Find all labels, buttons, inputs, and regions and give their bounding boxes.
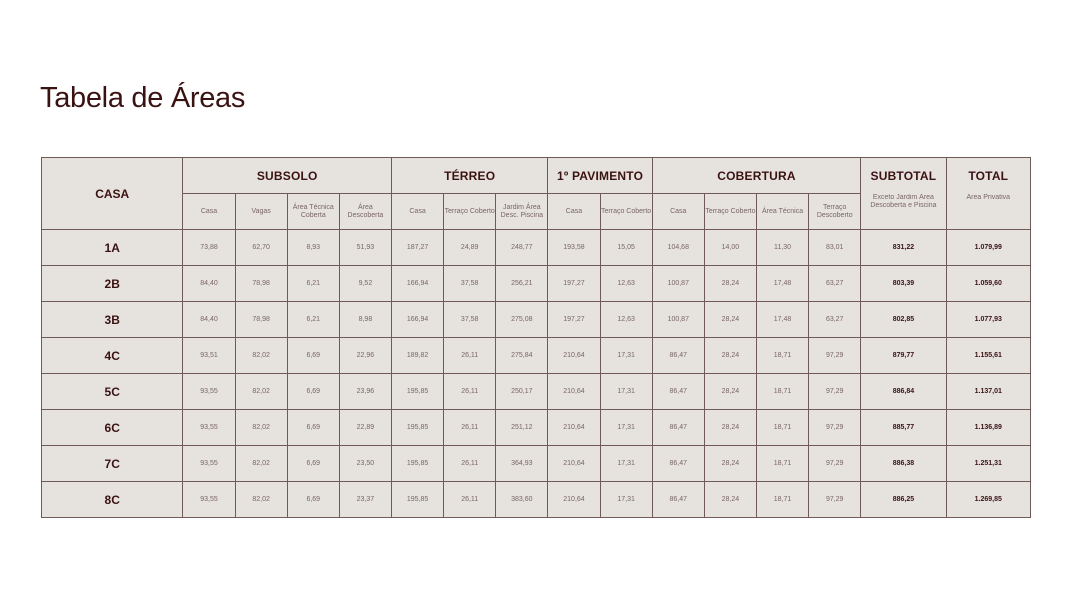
header-subsolo: SUBSOLO xyxy=(183,158,392,194)
table-row xyxy=(42,410,1031,446)
total-cell: 1.155,61 xyxy=(946,338,1030,374)
subtotal-cell: 831,22 xyxy=(861,230,946,266)
subheader-subsolo-area-tecnica-coberta: Área Técnica Coberta xyxy=(287,194,339,230)
header-cobertura: COBERTURA xyxy=(652,158,861,194)
table-cell: 82,02 xyxy=(235,410,287,446)
row-label: 1A xyxy=(42,230,183,266)
row-label: 7C xyxy=(42,446,183,482)
table-cell: 248,77 xyxy=(496,230,548,266)
table-cell: 6,69 xyxy=(287,482,339,518)
table-cell: 12,63 xyxy=(600,266,652,302)
subheader-cobertura-area-tecnica: Área Técnica xyxy=(756,194,808,230)
table-cell: 364,93 xyxy=(496,446,548,482)
table-cell: 26,11 xyxy=(444,410,496,446)
table-cell: 82,02 xyxy=(235,482,287,518)
table-cell: 23,96 xyxy=(339,374,391,410)
table-cell: 82,02 xyxy=(235,446,287,482)
table-cell: 210,64 xyxy=(548,374,600,410)
subheader-cobertura-terraco-descoberto: Terraço Descoberto xyxy=(809,194,861,230)
table-cell: 23,50 xyxy=(339,446,391,482)
table-cell: 86,47 xyxy=(652,374,704,410)
table-cell: 6,69 xyxy=(287,446,339,482)
table-row xyxy=(42,230,1031,266)
row-label: 6C xyxy=(42,410,183,446)
table-row xyxy=(42,446,1031,482)
table-cell: 97,29 xyxy=(809,338,861,374)
table-cell: 100,87 xyxy=(652,266,704,302)
table-cell: 210,64 xyxy=(548,482,600,518)
subtotal-cell: 885,77 xyxy=(861,410,946,446)
table-cell: 197,27 xyxy=(548,266,600,302)
header-casa: CASA xyxy=(42,158,183,230)
row-label: 3B xyxy=(42,302,183,338)
table-cell: 6,69 xyxy=(287,338,339,374)
table-cell: 195,85 xyxy=(391,482,443,518)
table-cell: 28,24 xyxy=(704,410,756,446)
table-cell: 84,40 xyxy=(183,302,235,338)
table-cell: 17,48 xyxy=(756,266,808,302)
page-title: Tabela de Áreas xyxy=(40,82,246,114)
table-cell: 82,02 xyxy=(235,374,287,410)
subheader-terreo-terraco-coberto: Terraço Coberto xyxy=(444,194,496,230)
table-cell: 187,27 xyxy=(391,230,443,266)
subtotal-cell: 886,25 xyxy=(861,482,946,518)
table-cell: 97,29 xyxy=(809,374,861,410)
table-cell: 93,55 xyxy=(183,482,235,518)
row-label: 5C xyxy=(42,374,183,410)
table-cell: 97,29 xyxy=(809,446,861,482)
table-cell: 73,88 xyxy=(183,230,235,266)
areas-table xyxy=(41,157,1031,518)
table-cell: 28,24 xyxy=(704,374,756,410)
table-cell: 24,89 xyxy=(444,230,496,266)
table-cell: 83,01 xyxy=(809,230,861,266)
table-cell: 18,71 xyxy=(756,482,808,518)
subheader-subsolo-area-descoberta: Área Descoberta xyxy=(339,194,391,230)
table-cell: 18,71 xyxy=(756,446,808,482)
table-cell: 86,47 xyxy=(652,446,704,482)
table-cell: 12,63 xyxy=(600,302,652,338)
table-row xyxy=(42,302,1031,338)
table-cell: 193,58 xyxy=(548,230,600,266)
row-label: 4C xyxy=(42,338,183,374)
subtotal-cell: 802,85 xyxy=(861,302,946,338)
table-cell: 6,69 xyxy=(287,374,339,410)
table-cell: 37,58 xyxy=(444,266,496,302)
table-cell: 197,27 xyxy=(548,302,600,338)
subtotal-cell: 879,77 xyxy=(861,338,946,374)
table-cell: 28,24 xyxy=(704,482,756,518)
table-cell: 37,58 xyxy=(444,302,496,338)
table-cell: 210,64 xyxy=(548,338,600,374)
table-cell: 26,11 xyxy=(444,374,496,410)
table-cell: 210,64 xyxy=(548,410,600,446)
table-cell: 62,70 xyxy=(235,230,287,266)
table-cell: 6,69 xyxy=(287,410,339,446)
table-cell: 166,94 xyxy=(391,302,443,338)
table-cell: 18,71 xyxy=(756,410,808,446)
table-cell: 93,55 xyxy=(183,374,235,410)
table-row xyxy=(42,374,1031,410)
table-cell: 189,82 xyxy=(391,338,443,374)
subheader-terreo-casa: Casa xyxy=(391,194,443,230)
table-cell: 28,24 xyxy=(704,338,756,374)
subheader-pavimento-casa: Casa xyxy=(548,194,600,230)
row-label: 2B xyxy=(42,266,183,302)
table-cell: 28,24 xyxy=(704,266,756,302)
table-cell: 6,21 xyxy=(287,302,339,338)
subtotal-cell: 886,84 xyxy=(861,374,946,410)
subtotal-cell: 803,39 xyxy=(861,266,946,302)
table-cell: 195,85 xyxy=(391,374,443,410)
table-cell: 93,55 xyxy=(183,446,235,482)
header-pavimento: 1º PAVIMENTO xyxy=(548,158,652,194)
table-cell: 383,60 xyxy=(496,482,548,518)
table-cell: 28,24 xyxy=(704,302,756,338)
subheader-subsolo-casa: Casa xyxy=(183,194,235,230)
table-cell: 17,31 xyxy=(600,482,652,518)
table-cell: 22,89 xyxy=(339,410,391,446)
total-cell: 1.136,89 xyxy=(946,410,1030,446)
table-cell: 86,47 xyxy=(652,338,704,374)
table-cell: 100,87 xyxy=(652,302,704,338)
table-cell: 63,27 xyxy=(809,266,861,302)
table-cell: 9,52 xyxy=(339,266,391,302)
row-label: 8C xyxy=(42,482,183,518)
table-cell: 15,05 xyxy=(600,230,652,266)
table-cell: 17,48 xyxy=(756,302,808,338)
table-cell: 195,85 xyxy=(391,446,443,482)
table-cell: 195,85 xyxy=(391,410,443,446)
table-cell: 26,11 xyxy=(444,446,496,482)
table-cell: 97,29 xyxy=(809,410,861,446)
table-cell: 23,37 xyxy=(339,482,391,518)
subtotal-note: Exceto Jardim Área Descoberta e Piscina xyxy=(861,194,946,230)
table-cell: 22,96 xyxy=(339,338,391,374)
table-cell: 275,08 xyxy=(496,302,548,338)
table-cell: 18,71 xyxy=(756,374,808,410)
table-cell: 6,21 xyxy=(287,266,339,302)
table-cell: 82,02 xyxy=(235,338,287,374)
total-cell: 1.269,85 xyxy=(946,482,1030,518)
table-cell: 93,51 xyxy=(183,338,235,374)
table-cell: 275,84 xyxy=(496,338,548,374)
subheader-cobertura-casa: Casa xyxy=(652,194,704,230)
subtotal-cell: 886,38 xyxy=(861,446,946,482)
table-cell: 63,27 xyxy=(809,302,861,338)
table-cell: 51,93 xyxy=(339,230,391,266)
table-cell: 256,21 xyxy=(496,266,548,302)
table-row xyxy=(42,338,1031,374)
table-cell: 11,30 xyxy=(756,230,808,266)
table-cell: 78,98 xyxy=(235,302,287,338)
table-cell: 17,31 xyxy=(600,446,652,482)
table-cell: 26,11 xyxy=(444,338,496,374)
table-cell: 8,93 xyxy=(287,230,339,266)
total-cell: 1.079,99 xyxy=(946,230,1030,266)
table-cell: 78,98 xyxy=(235,266,287,302)
total-note: Área Privativa xyxy=(946,194,1030,230)
table-cell: 26,11 xyxy=(444,482,496,518)
header-total: TOTAL xyxy=(946,158,1030,194)
table-cell: 86,47 xyxy=(652,482,704,518)
subheader-cobertura-terraco-coberto: Terraço Coberto xyxy=(704,194,756,230)
subheader-terreo-jardim: Jardim Área Desc. Piscina xyxy=(496,194,548,230)
table-cell: 166,94 xyxy=(391,266,443,302)
table-cell: 18,71 xyxy=(756,338,808,374)
table-row xyxy=(42,266,1031,302)
table-row xyxy=(42,482,1031,518)
total-cell: 1.059,60 xyxy=(946,266,1030,302)
total-cell: 1.137,01 xyxy=(946,374,1030,410)
header-subtotal: SUBTOTAL xyxy=(861,158,946,194)
table-cell: 28,24 xyxy=(704,446,756,482)
table-cell: 251,12 xyxy=(496,410,548,446)
table-cell: 8,98 xyxy=(339,302,391,338)
subheader-subsolo-vagas: Vagas xyxy=(235,194,287,230)
table-cell: 97,29 xyxy=(809,482,861,518)
table-cell: 17,31 xyxy=(600,338,652,374)
table-cell: 104,68 xyxy=(652,230,704,266)
table-cell: 84,40 xyxy=(183,266,235,302)
header-terreo: TÉRREO xyxy=(391,158,547,194)
table-cell: 86,47 xyxy=(652,410,704,446)
table-cell: 17,31 xyxy=(600,374,652,410)
subheader-pavimento-terraco-coberto: Terraço Coberto xyxy=(600,194,652,230)
table-cell: 17,31 xyxy=(600,410,652,446)
table-cell: 250,17 xyxy=(496,374,548,410)
total-cell: 1.077,93 xyxy=(946,302,1030,338)
table-body xyxy=(42,230,1031,518)
total-cell: 1.251,31 xyxy=(946,446,1030,482)
table-cell: 210,64 xyxy=(548,446,600,482)
table-cell: 93,55 xyxy=(183,410,235,446)
table-cell: 14,00 xyxy=(704,230,756,266)
